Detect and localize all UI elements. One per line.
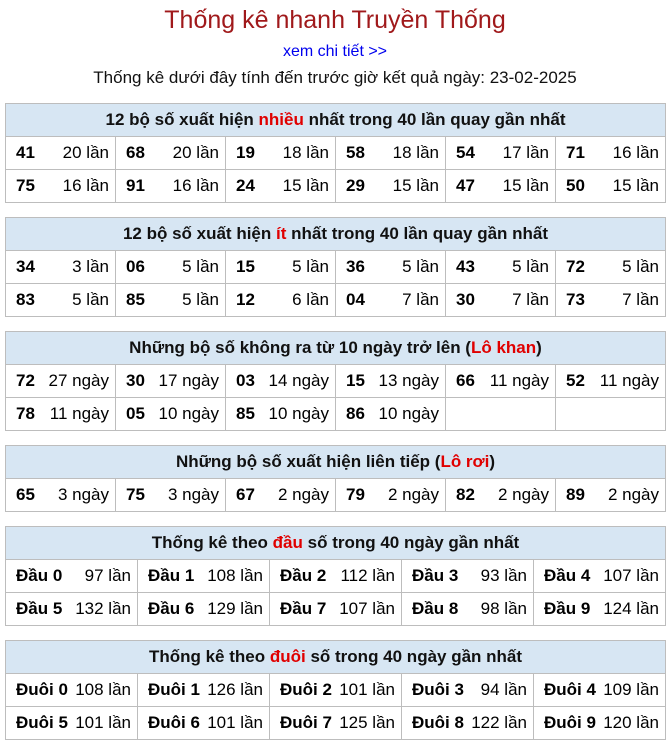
stat-cell: [138, 593, 270, 626]
stat-key: 34: [16, 257, 35, 276]
stat-value: 20 lần: [62, 143, 109, 162]
stat-cell: [226, 398, 336, 431]
stat-cell: [6, 674, 138, 707]
stat-key: Đầu 6: [148, 599, 195, 618]
stat-value: 5 lần: [72, 290, 109, 309]
stat-cell: [336, 170, 446, 203]
stat-value: 132 lần: [75, 599, 131, 618]
stat-key: 89: [566, 485, 585, 504]
stat-cell: [556, 137, 666, 170]
stat-cell: [6, 170, 116, 203]
table-row: [6, 707, 666, 740]
stat-cell: [336, 137, 446, 170]
stat-key: Đầu 3: [412, 566, 459, 585]
stat-cell: [270, 674, 402, 707]
stat-key: Đầu 7: [280, 599, 327, 618]
stat-cell: [402, 593, 534, 626]
stat-key: 91: [126, 176, 145, 195]
stat-value: 10 ngày: [158, 404, 219, 423]
table-row: [6, 479, 666, 512]
most-frequent-table: [5, 103, 666, 203]
stat-value: 2 ngày: [277, 485, 329, 504]
stat-key: 73: [566, 290, 585, 309]
stat-key: 85: [126, 290, 145, 309]
stat-cell: [270, 707, 402, 740]
stat-key: Đầu 5: [16, 599, 63, 618]
stat-key: 50: [566, 176, 585, 195]
stat-key: 06: [126, 257, 145, 276]
table-row: [6, 674, 666, 707]
stat-value: 3 ngày: [57, 485, 109, 504]
stat-cell: [6, 707, 138, 740]
stat-value: 15 lần: [612, 176, 659, 195]
stat-key: 83: [16, 290, 35, 309]
table-row: [6, 251, 666, 284]
stat-key: Đuôi 0: [16, 680, 68, 699]
stat-value: 94 lần: [480, 680, 527, 699]
stat-cell: [270, 593, 402, 626]
stat-cell: [226, 365, 336, 398]
stat-cell: [534, 560, 666, 593]
stat-key: 24: [236, 176, 255, 195]
stat-value: 2 ngày: [607, 485, 659, 504]
stat-value: 129 lần: [207, 599, 263, 618]
stat-key: 29: [346, 176, 365, 195]
lo-khan-table: [5, 331, 666, 431]
stat-key: 66: [456, 371, 475, 390]
stat-key: 30: [456, 290, 475, 309]
stat-cell: [6, 251, 116, 284]
stat-cell: [336, 251, 446, 284]
stat-value: 18 lần: [282, 143, 329, 162]
stat-value: 17 lần: [502, 143, 549, 162]
stat-key: 71: [566, 143, 585, 162]
stat-cell: [116, 479, 226, 512]
stat-cell: [534, 593, 666, 626]
stat-key: 05: [126, 404, 145, 423]
stat-value: 3 ngày: [167, 485, 219, 504]
stat-value: 98 lần: [480, 599, 527, 618]
stat-cell: [556, 479, 666, 512]
stat-cell: [534, 674, 666, 707]
stat-key: 19: [236, 143, 255, 162]
stat-key: 03: [236, 371, 255, 390]
lo-roi-table: [5, 445, 666, 512]
stat-cell: [446, 170, 556, 203]
stat-value: 16 lần: [62, 176, 109, 195]
stat-key: 86: [346, 404, 365, 423]
dau-table: [5, 526, 666, 626]
stat-cell: [336, 398, 446, 431]
page-title: Thống kê nhanh Truyền Thống: [164, 6, 506, 34]
stat-key: Đuôi 2: [280, 680, 332, 699]
stat-value: 15 lần: [502, 176, 549, 195]
stat-cell: [556, 284, 666, 317]
stat-cell: [226, 137, 336, 170]
stat-value: 112 lần: [340, 566, 395, 585]
stat-cell: [226, 284, 336, 317]
stat-value: 5 lần: [622, 257, 659, 276]
stat-value: 97 lần: [84, 566, 131, 585]
stat-cell: [6, 398, 116, 431]
stat-value: 13 ngày: [378, 371, 439, 390]
stat-value: 15 lần: [282, 176, 329, 195]
stat-key: 82: [456, 485, 475, 504]
stat-key: Đầu 4: [544, 566, 591, 585]
stat-key: Đuôi 8: [412, 713, 464, 732]
stat-value: 108 lần: [75, 680, 131, 699]
stat-value: 11 ngày: [49, 404, 109, 423]
stat-value: 3 lần: [72, 257, 109, 276]
stat-key: 85: [236, 404, 255, 423]
stat-cell: [116, 365, 226, 398]
stat-cell: [138, 560, 270, 593]
stat-key: Đầu 1: [148, 566, 195, 585]
stat-value: 6 lần: [292, 290, 329, 309]
stat-value: 20 lần: [172, 143, 219, 162]
table-row: [6, 560, 666, 593]
stat-value: 101 lần: [207, 713, 263, 732]
stat-cell: [270, 560, 402, 593]
stat-value: 15 lần: [392, 176, 439, 195]
stat-value: 5 lần: [292, 257, 329, 276]
stat-key: Đuôi 3: [412, 680, 464, 699]
stat-cell: [336, 365, 446, 398]
stat-key: 54: [456, 143, 475, 162]
stat-key: Đầu 8: [412, 599, 459, 618]
stat-key: 72: [566, 257, 585, 276]
table-row: [6, 170, 666, 203]
stat-cell: [226, 479, 336, 512]
stat-key: Đuôi 5: [16, 713, 68, 732]
stat-value: 5 lần: [402, 257, 439, 276]
stat-value: 11 ngày: [599, 371, 659, 390]
stat-value: 109 lần: [603, 680, 659, 699]
stat-value: 7 lần: [402, 290, 439, 309]
stat-key: 15: [346, 371, 365, 390]
stat-value: 16 lần: [612, 143, 659, 162]
stat-key: 30: [126, 371, 145, 390]
stat-value: 93 lần: [480, 566, 527, 585]
stat-cell: [6, 137, 116, 170]
stat-key: 75: [16, 176, 35, 195]
stat-key: 04: [346, 290, 365, 309]
stat-value: 2 ngày: [497, 485, 549, 504]
stat-cell: [446, 365, 556, 398]
table-row: [6, 365, 666, 398]
stat-value: 125 lần: [339, 713, 395, 732]
stat-cell: [116, 137, 226, 170]
stat-key: Đầu 9: [544, 599, 591, 618]
stat-cell: [556, 398, 666, 431]
stat-value: 120 lần: [603, 713, 659, 732]
stat-cell: [226, 170, 336, 203]
most-frequent-title: 12 bộ số xuất hiện nhiều nhất trong 40 lần quay gần nhất: [6, 104, 666, 137]
stat-value: 10 ngày: [378, 404, 439, 423]
stat-cell: [6, 560, 138, 593]
stat-key: 79: [346, 485, 365, 504]
stat-key: 75: [126, 485, 145, 504]
stat-key: 15: [236, 257, 255, 276]
stat-value: 17 ngày: [158, 371, 219, 390]
table-row: [6, 137, 666, 170]
dau-title: Thống kê theo đầu số trong 40 ngày gần nhất: [6, 527, 666, 560]
duoi-table: [5, 640, 666, 740]
stat-value: 11 ngày: [489, 371, 549, 390]
stat-value: 2 ngày: [387, 485, 439, 504]
stat-value: 101 lần: [75, 713, 131, 732]
stat-cell: [116, 251, 226, 284]
stat-value: 27 ngày: [48, 371, 109, 390]
stat-cell: [6, 365, 116, 398]
stat-cell: [556, 365, 666, 398]
stat-key: Đuôi 4: [544, 680, 596, 699]
stat-value: 5 lần: [512, 257, 549, 276]
table-row: [6, 593, 666, 626]
stat-key: Đuôi 9: [544, 713, 596, 732]
stat-value: 5 lần: [182, 257, 219, 276]
stat-value: 18 lần: [392, 143, 439, 162]
stat-key: 78: [16, 404, 35, 423]
stat-cell: [336, 479, 446, 512]
stat-value: 7 lần: [512, 290, 549, 309]
stat-cell: [446, 284, 556, 317]
duoi-title: Thống kê theo đuôi số trong 40 ngày gần nhất: [6, 641, 666, 674]
least-frequent-table: [5, 217, 666, 317]
stat-key: 58: [346, 143, 365, 162]
stat-cell: [402, 674, 534, 707]
stat-cell: [534, 707, 666, 740]
detail-link[interactable]: xem chi tiết >>: [282, 43, 388, 60]
stat-value: 5 lần: [182, 290, 219, 309]
stat-cell: [6, 284, 116, 317]
stat-key: Đuôi 7: [280, 713, 332, 732]
stat-value: 14 ngày: [268, 371, 329, 390]
stat-value: 124 lần: [603, 599, 659, 618]
stat-value: 122 lần: [471, 713, 527, 732]
stat-cell: [446, 398, 556, 431]
stat-cell: [402, 707, 534, 740]
stat-key: 43: [456, 257, 475, 276]
stat-value: 107 lần: [339, 599, 395, 618]
stat-key: 36: [346, 257, 365, 276]
stat-cell: [6, 479, 116, 512]
stat-cell: [446, 479, 556, 512]
stat-key: 68: [126, 143, 145, 162]
stat-key: 67: [236, 485, 255, 504]
stat-cell: [446, 137, 556, 170]
lo-roi-title: Những bộ số xuất hiện liên tiếp (Lô rơi): [6, 446, 666, 479]
stat-cell: [556, 170, 666, 203]
stat-key: 12: [236, 290, 255, 309]
stat-value: 126 lần: [207, 680, 263, 699]
stat-key: Đầu 0: [16, 566, 63, 585]
least-frequent-title: 12 bộ số xuất hiện ít nhất trong 40 lần quay gần nhất: [6, 218, 666, 251]
stat-key: Đuôi 6: [148, 713, 200, 732]
stat-value: 16 lần: [172, 176, 219, 195]
stat-cell: [138, 707, 270, 740]
stat-cell: [116, 170, 226, 203]
stat-cell: [116, 398, 226, 431]
stat-cell: [116, 284, 226, 317]
stat-key: 65: [16, 485, 35, 504]
date-note: Thống kê dưới đây tính đến trước giờ kết quả ngày: 23-02-2025: [93, 68, 577, 87]
stat-value: 10 ngày: [268, 404, 329, 423]
stat-cell: [556, 251, 666, 284]
stat-cell: [446, 251, 556, 284]
stat-value: 107 lần: [603, 566, 659, 585]
stat-key: Đuôi 1: [148, 680, 200, 699]
stat-key: 41: [16, 143, 35, 162]
stat-cell: [138, 674, 270, 707]
stat-cell: [402, 560, 534, 593]
stat-key: 47: [456, 176, 475, 195]
table-row: [6, 398, 666, 431]
stat-value: 101 lần: [339, 680, 395, 699]
stat-value: 108 lần: [207, 566, 263, 585]
stat-key: 52: [566, 371, 585, 390]
stat-key: Đầu 2: [280, 566, 327, 585]
stat-key: 72: [16, 371, 35, 390]
stat-cell: [226, 251, 336, 284]
stat-cell: [336, 284, 446, 317]
stat-value: 7 lần: [622, 290, 659, 309]
lo-khan-title: Những bộ số không ra từ 10 ngày trở lên (Lô khan): [6, 332, 666, 365]
stat-cell: [6, 593, 138, 626]
table-row: [6, 284, 666, 317]
